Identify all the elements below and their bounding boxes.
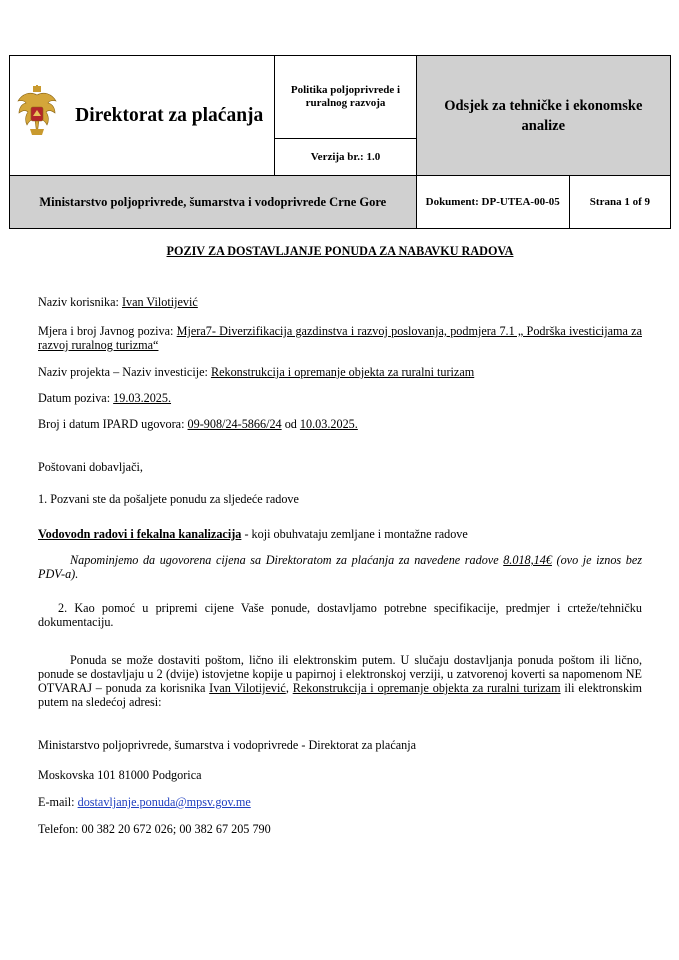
date-line: Datum poziva: 19.03.2025. bbox=[38, 391, 172, 405]
item-2: 2. Kao pomoć u pripremi cijene Vaše ponude, dostavljamo potrebne specifikacije, predmjer i crteže/tehničku dokumentaciju. bbox=[38, 601, 642, 629]
version-cell: Verzija br.: 1.0 bbox=[275, 139, 416, 176]
project-value: Rekonstrukcija i opremanje objekta za ruralni turizam bbox=[210, 365, 475, 379]
ipard-date: 10.03.2025. bbox=[299, 417, 358, 431]
ipard-line: Broj i datum IPARD ugovora: 09-908/24-5866/24 od 10.03.2025. bbox=[38, 417, 358, 431]
email-link[interactable]: dostavljanje.ponuda@mpsv.gov.me bbox=[77, 795, 251, 809]
document-cell: Dokument: DP-UTEA-00-05 bbox=[416, 176, 569, 229]
address-org: Ministarstvo poljoprivrede, šumarstva i vodoprivrede - Direktorat za plaćanja bbox=[38, 738, 417, 752]
ministry-cell: Ministarstvo poljoprivrede, šumarstva i vodoprivrede Crne Gore bbox=[10, 176, 417, 229]
org-title: Direktorat za plaćanja bbox=[64, 56, 275, 176]
address-street: Moskovska 101 81000 Podgorica bbox=[38, 768, 202, 782]
document-title: POZIV ZA DOSTAVLJANJE PONUDA ZA NABAVKU RADOVA bbox=[166, 244, 514, 258]
price-note: Napominjemo da ugovorena cijena sa Direktoratom za plaćanja za navedene radove 8.018,14€ (ovo je iznos bez PDV-a). bbox=[38, 553, 642, 581]
user-name: Ivan Vilotijević bbox=[121, 295, 198, 309]
policy-cell: Politika poljoprivrede i ruralnog razvoja bbox=[275, 56, 416, 139]
call-value: Mjera7- Diverzifikacija gazdinstva i razvoj poslovanja, podmjera 7.1 „ Podrška ivesticijama za razvoj ruralnog turizma“ bbox=[38, 324, 642, 352]
email-line: E-mail: dostavljanje.ponuda@mpsv.gov.me bbox=[38, 795, 251, 809]
greeting: Poštovani dobavljači, bbox=[38, 460, 143, 474]
user-line: Naziv korisnika: Ivan Vilotijević bbox=[38, 295, 198, 309]
emblem-cell bbox=[10, 56, 65, 176]
document-header bbox=[9, 55, 671, 229]
project-line: Naziv projekta – Naziv investicije: Rekonstrukcija i opremanje objekta za ruralni turizam bbox=[38, 365, 475, 379]
works-name: Vodovodn radovi i fekalna kanalizacija bbox=[38, 527, 242, 541]
department-cell: Odsjek za tehničke i ekonomske analize bbox=[416, 56, 670, 176]
page-cell: Strana 1 of 9 bbox=[569, 176, 670, 229]
ipard-number: 09-908/24-5866/24 bbox=[187, 417, 282, 431]
item-1: 1. Pozvani ste da pošaljete ponudu za sljedeće radove bbox=[38, 492, 299, 506]
note-price: 8.018,14€ bbox=[503, 553, 552, 567]
delivery-project: Rekonstrukcija i opremanje objekta za ruralni turizam bbox=[292, 681, 561, 695]
date-value: 19.03.2025. bbox=[113, 391, 172, 405]
delivery-user: Ivan Vilotijević bbox=[209, 681, 286, 695]
delivery-paragraph: Ponuda se može dostaviti poštom, lično ili elektronskim putem. U slučaju dostavljanja ponuda poštom ili lično, ponude se dostavljaju u 2 (dvije) istovjetne kopije u papirnoj i elektronskoj verziji, u zatvorenoj koverti sa napomenom NE OTVARAJ – ponuda za korisnika Ivan Vilotijević, Rekonstrukcija i opremanje objekta za ruralni turizam ili elektronskim putem na sledećoj adresi: bbox=[38, 653, 642, 709]
phone-line: Telefon: 00 382 20 672 026; 00 382 67 205 790 bbox=[38, 822, 271, 836]
works-line: Vodovodn radovi i fekalna kanalizacija - koji obuhvataju zemljane i montažne radove bbox=[38, 527, 468, 541]
call-line: Mjera i broj Javnog poziva: Mjera7- Diverzifikacija gazdinstva i razvoj poslovanja, podmjera 7.1 „ Podrška ivesticijama za razvoj ruralnog turizma“ bbox=[38, 324, 642, 352]
montenegro-coat-of-arms-icon bbox=[16, 85, 58, 141]
